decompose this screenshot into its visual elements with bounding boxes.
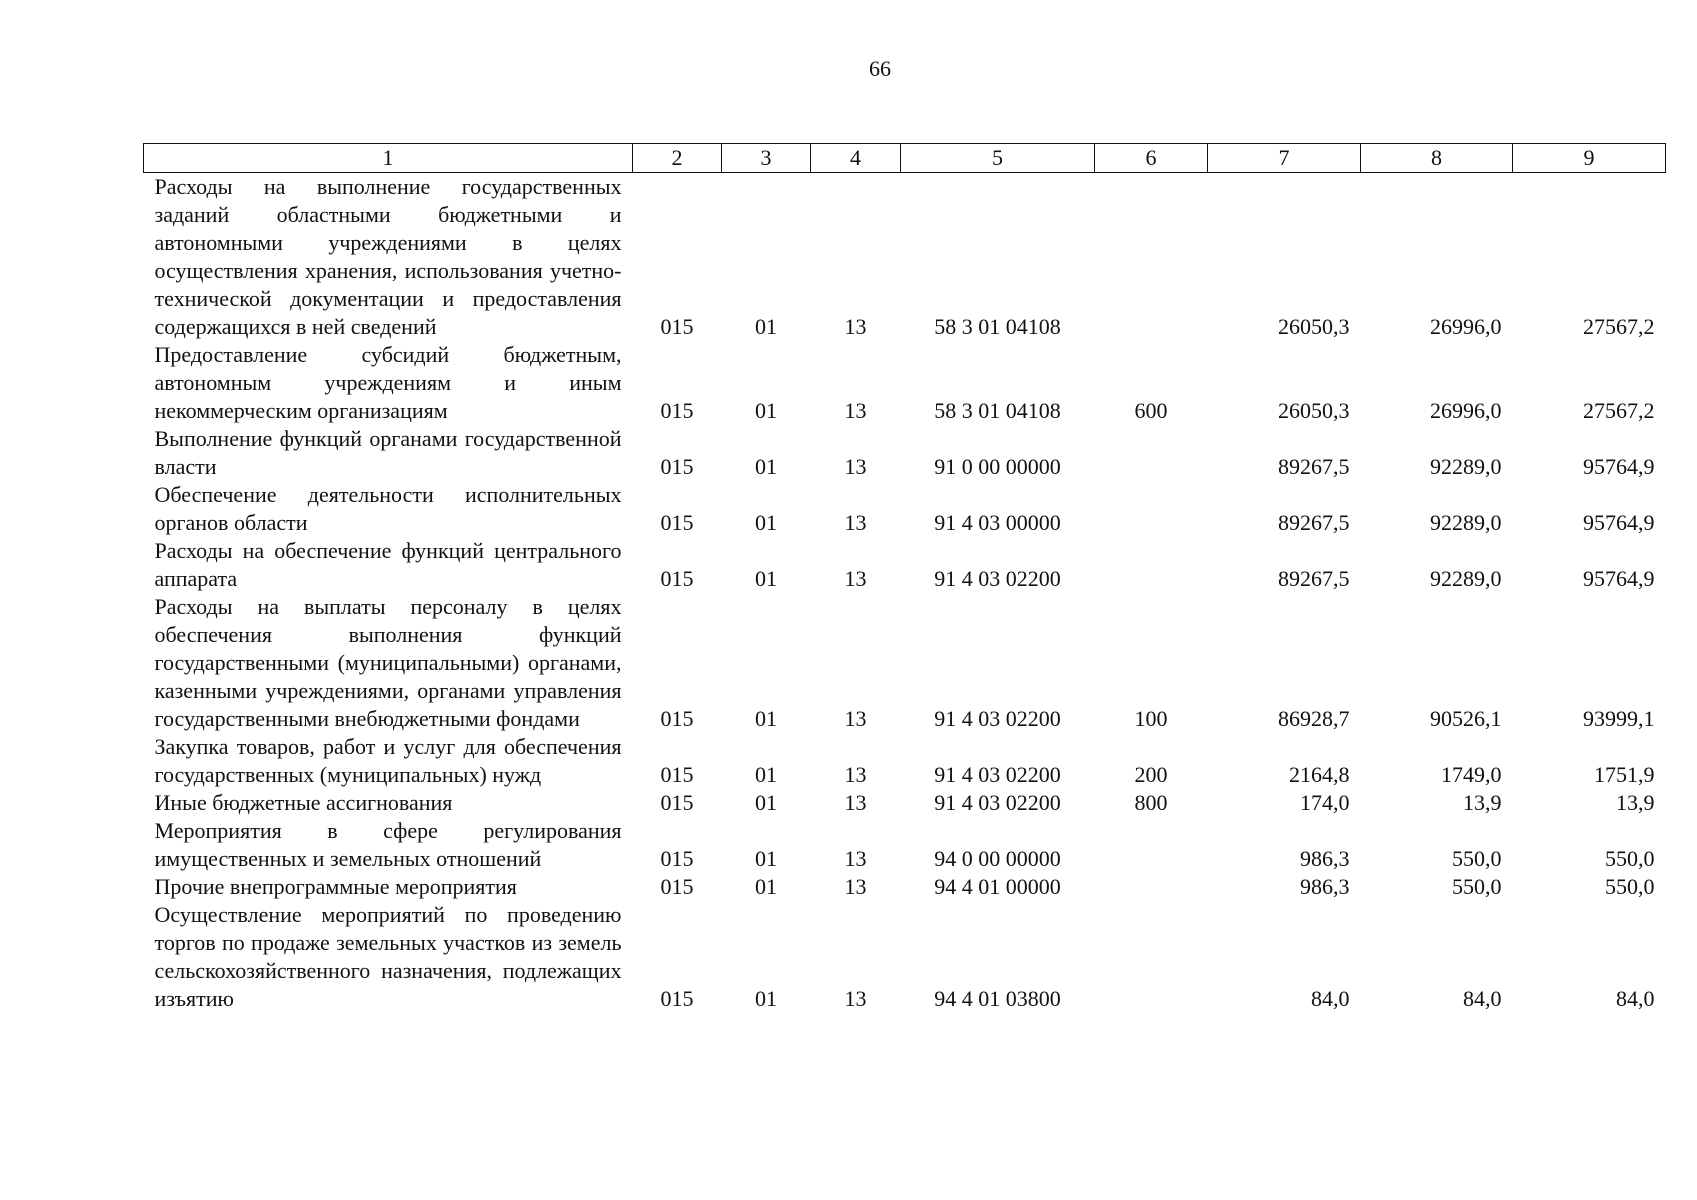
row-col-8: 92289,0 (1430, 510, 1502, 535)
row-col-7: 174,0 (1300, 790, 1350, 815)
row-col-9: 93999,1 (1583, 706, 1655, 731)
row-col-5: 91 4 03 02200 (934, 706, 1061, 731)
row-name: Расходы на выполнение государственных заданий областными бюджетными и автономными учреждениями в целях осуществления хранения, использования учетно-технической документации и предоставления содержащихся в ней сведений (154, 174, 622, 339)
row-name: Прочие внепрограммные мероприятия (154, 874, 517, 899)
row-col-9: 95764,9 (1583, 566, 1655, 591)
row-col-9: 13,9 (1616, 790, 1655, 815)
row-col-2: 015 (660, 706, 694, 731)
row-col-7: 986,3 (1300, 874, 1350, 899)
column-header-3: 3 (722, 144, 811, 173)
row-col-2: 015 (660, 762, 694, 787)
row-col-4: 13 (844, 846, 867, 871)
row-col-7: 26050,3 (1278, 314, 1350, 339)
row-col-7: 84,0 (1311, 986, 1350, 1011)
row-col-2: 015 (660, 986, 694, 1011)
table-row (144, 817, 1666, 873)
row-col-2: 015 (660, 790, 694, 815)
row-col-3: 01 (755, 790, 777, 815)
row-col-5: 94 4 01 03800 (934, 986, 1061, 1011)
row-col-5: 91 4 03 02200 (934, 762, 1061, 787)
column-header-5: 5 (901, 144, 1095, 173)
row-col-3: 01 (755, 874, 777, 899)
row-col-6 (1095, 817, 1208, 873)
row-col-7: 2164,8 (1289, 762, 1350, 787)
row-col-7: 986,3 (1300, 846, 1350, 871)
row-col-4: 13 (844, 314, 867, 339)
row-col-4: 13 (844, 790, 867, 815)
table-row (144, 901, 1666, 1013)
row-col-6 (1095, 901, 1208, 1013)
table-row (144, 173, 1666, 342)
row-col-2: 015 (660, 874, 694, 899)
row-col-8: 1749,0 (1441, 762, 1502, 787)
table-row (144, 537, 1666, 593)
row-name: Осуществление мероприятий по проведению торгов по продаже земельных участков из земель сельскохозяйственного назначения, подлежащих изъятию (154, 902, 622, 1011)
row-col-4: 13 (844, 398, 867, 423)
row-col-9: 550,0 (1605, 874, 1655, 899)
row-name: Обеспечение деятельности исполнительных органов области (154, 482, 622, 535)
row-col-6 (1095, 173, 1208, 342)
row-col-9: 550,0 (1605, 846, 1655, 871)
row-col-2: 015 (660, 398, 694, 423)
row-col-9: 95764,9 (1583, 454, 1655, 479)
row-col-5: 94 4 01 00000 (934, 874, 1061, 899)
row-col-3: 01 (755, 762, 777, 787)
row-col-4: 13 (844, 874, 867, 899)
row-col-5: 94 0 00 00000 (934, 846, 1061, 871)
row-name: Расходы на обеспечение функций центрального аппарата (154, 538, 622, 591)
row-name: Закупка товаров, работ и услуг для обеспечения государственных (муниципальных) нужд (154, 734, 622, 787)
row-col-8: 92289,0 (1430, 566, 1502, 591)
row-col-7: 89267,5 (1278, 566, 1350, 591)
row-col-5: 91 4 03 00000 (934, 510, 1061, 535)
row-col-6 (1095, 425, 1208, 481)
row-col-5: 91 4 03 02200 (934, 566, 1061, 591)
row-col-9: 27567,2 (1583, 398, 1655, 423)
row-col-7: 86928,7 (1278, 706, 1350, 731)
table-row (144, 425, 1666, 481)
row-col-8: 550,0 (1452, 874, 1502, 899)
row-col-3: 01 (755, 986, 777, 1011)
row-name: Выполнение функций органами государственной власти (154, 426, 622, 479)
row-col-7: 89267,5 (1278, 510, 1350, 535)
row-col-8: 90526,1 (1430, 706, 1502, 731)
row-name: Предоставление субсидий бюджетным, автономным учреждениям и иным некоммерческим организациям (154, 342, 622, 423)
row-col-9: 84,0 (1616, 986, 1655, 1011)
row-col-8: 84,0 (1463, 986, 1502, 1011)
row-col-5: 91 4 03 02200 (934, 790, 1061, 815)
table-body (144, 173, 1666, 1014)
row-name: Иные бюджетные ассигнования (154, 790, 453, 815)
row-col-3: 01 (755, 398, 777, 423)
row-col-8: 92289,0 (1430, 454, 1502, 479)
row-col-3: 01 (755, 706, 777, 731)
row-col-4: 13 (844, 762, 867, 787)
budget-table (143, 143, 1666, 1013)
row-name: Мероприятия в сфере регулирования имущественных и земельных отношений (154, 818, 622, 871)
column-header-2: 2 (633, 144, 722, 173)
row-col-2: 015 (660, 510, 694, 535)
row-col-6: 600 (1134, 398, 1168, 423)
row-col-9: 27567,2 (1583, 314, 1655, 339)
row-col-2: 015 (660, 566, 694, 591)
row-col-3: 01 (755, 454, 777, 479)
row-col-3: 01 (755, 314, 777, 339)
column-header-7: 7 (1208, 144, 1361, 173)
row-col-2: 015 (660, 846, 694, 871)
row-col-6 (1095, 481, 1208, 537)
row-col-9: 1751,9 (1594, 762, 1655, 787)
column-header-8: 8 (1361, 144, 1513, 173)
table-row (144, 481, 1666, 537)
table-row (144, 593, 1666, 733)
page-number: 66 (869, 56, 891, 81)
row-col-3: 01 (755, 510, 777, 535)
row-col-4: 13 (844, 454, 867, 479)
row-col-4: 13 (844, 510, 867, 535)
row-col-6: 200 (1134, 762, 1168, 787)
row-col-6 (1095, 537, 1208, 593)
table-row (144, 789, 1666, 817)
row-col-3: 01 (755, 846, 777, 871)
row-col-6: 800 (1134, 790, 1168, 815)
row-col-6 (1095, 873, 1208, 901)
row-col-6: 100 (1134, 706, 1168, 731)
header-row (144, 144, 1666, 173)
column-header-9: 9 (1513, 144, 1666, 173)
row-col-2: 015 (660, 454, 694, 479)
row-col-5: 58 3 01 04108 (934, 398, 1061, 423)
row-col-2: 015 (660, 314, 694, 339)
row-name: Расходы на выплаты персоналу в целях обеспечения выполнения функций государственными (муниципальными) органами, казенными учреждениями, органами управления государственными внебюджетными фондами (154, 594, 622, 731)
row-col-7: 89267,5 (1278, 454, 1350, 479)
row-col-5: 58 3 01 04108 (934, 314, 1061, 339)
row-col-3: 01 (755, 566, 777, 591)
row-col-4: 13 (844, 566, 867, 591)
row-col-8: 26996,0 (1430, 398, 1502, 423)
row-col-4: 13 (844, 986, 867, 1011)
row-col-8: 13,9 (1463, 790, 1502, 815)
row-col-9: 95764,9 (1583, 510, 1655, 535)
table-row (144, 341, 1666, 425)
table-row (144, 873, 1666, 901)
row-col-7: 26050,3 (1278, 398, 1350, 423)
row-col-5: 91 0 00 00000 (934, 454, 1061, 479)
row-col-8: 550,0 (1452, 846, 1502, 871)
column-header-6: 6 (1095, 144, 1208, 173)
row-col-8: 26996,0 (1430, 314, 1502, 339)
row-col-4: 13 (844, 706, 867, 731)
column-header-1: 1 (144, 144, 633, 173)
table-row (144, 733, 1666, 789)
column-header-4: 4 (811, 144, 901, 173)
